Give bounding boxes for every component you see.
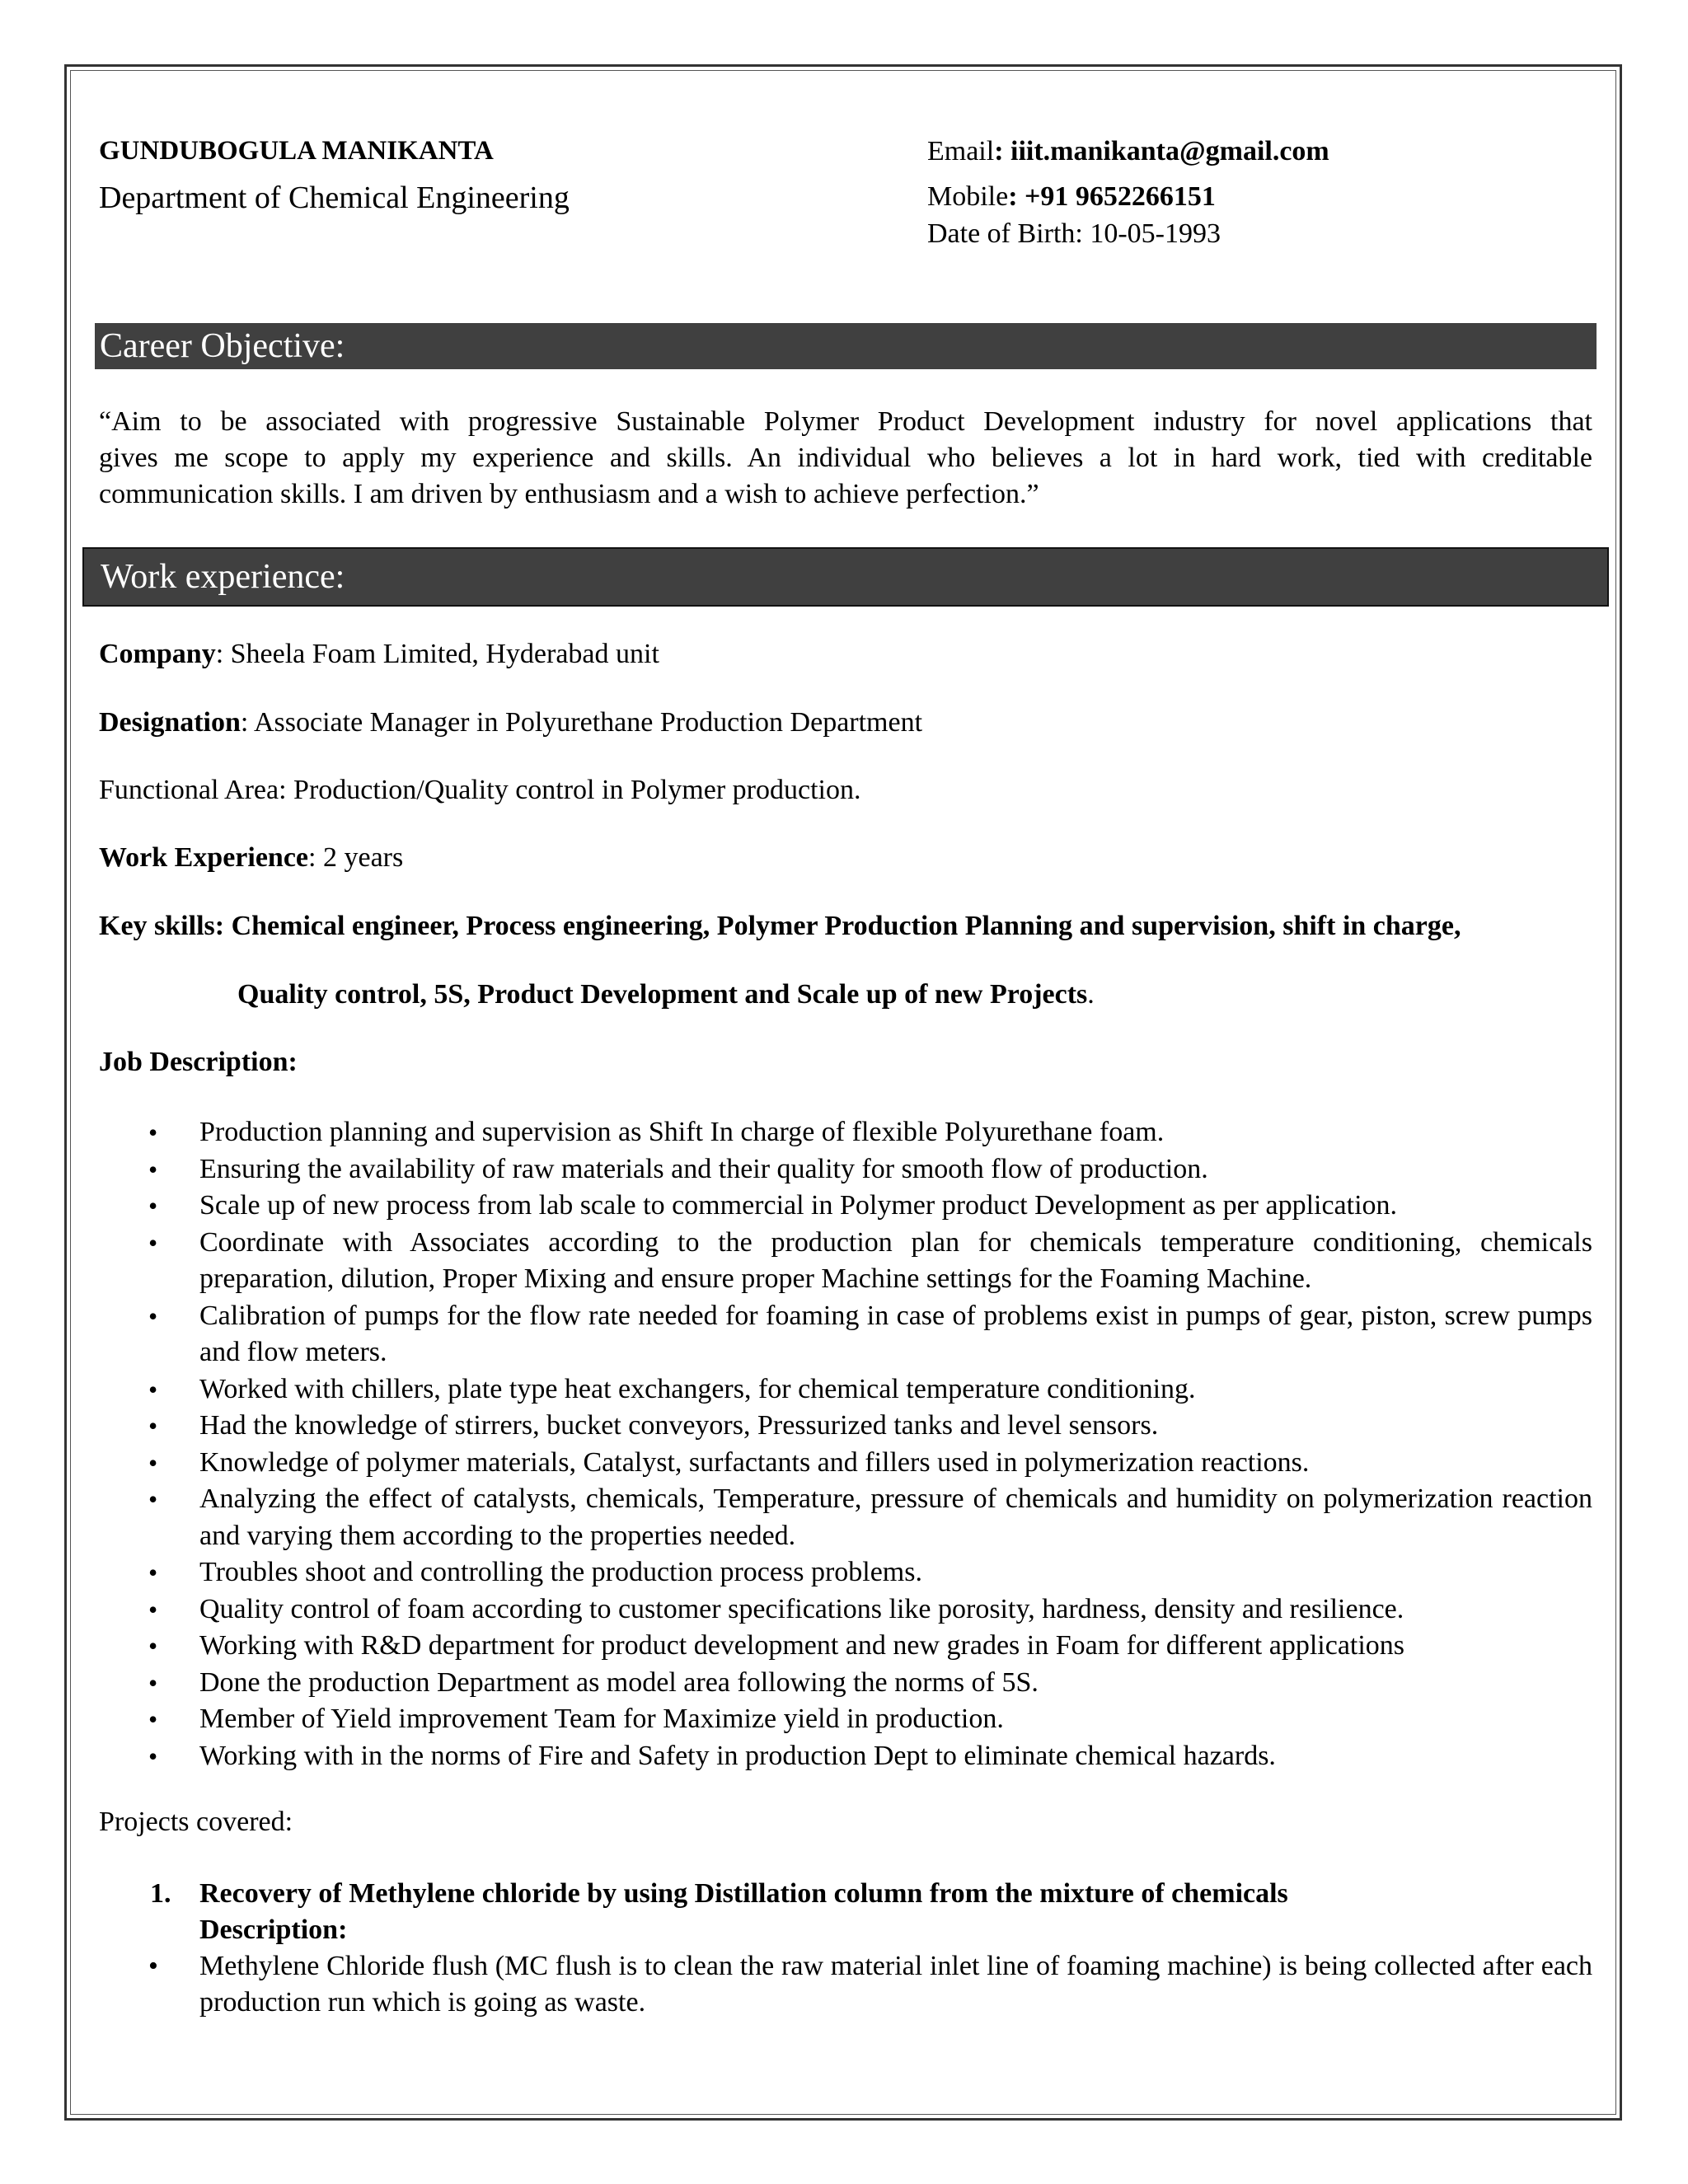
company-label: Company bbox=[99, 639, 216, 669]
contact-mobile bbox=[927, 181, 1216, 213]
list-item: • Knowledge of polymer materials, Catalyst, surfactants and fillers used in polymerization reactions. bbox=[99, 1445, 1592, 1482]
key-skills-period: . bbox=[1087, 979, 1095, 1010]
list-item: • Troubles shoot and controlling the production process problems. bbox=[99, 1554, 1592, 1591]
objective-line: gives me scope to apply my experience and skills. An individual who believes a lot in hard work, tied with creditable bbox=[99, 443, 1592, 473]
career-objective-text bbox=[99, 404, 1592, 513]
list-item: • Worked with chillers, plate type heat exchangers, for chemical temperature conditioning. bbox=[99, 1371, 1592, 1408]
objective-line: communication skills. I am driven by enthusiasm and a wish to achieve perfection.” bbox=[99, 479, 1039, 509]
company-value: : Sheela Foam Limited, Hyderabad unit bbox=[215, 639, 659, 669]
project-description-list bbox=[99, 1948, 1592, 2021]
candidate-department: Department of Chemical Engineering bbox=[99, 180, 570, 215]
list-item: • Had the knowledge of stirrers, bucket conveyors, Pressurized tanks and level sensors. bbox=[99, 1408, 1592, 1445]
date-of-birth: Date of Birth: 10-05-1993 bbox=[927, 218, 1221, 249]
objective-line: “Aim to be associated with progressive Sustainable Polymer Product Development industry for novel applications that bbox=[99, 406, 1592, 437]
work-experience-heading: Work experience: bbox=[82, 547, 1609, 607]
designation-label: Designation bbox=[99, 707, 241, 738]
email-label: Email bbox=[927, 136, 995, 166]
project-description-label: Description: bbox=[199, 1915, 348, 1945]
list-item: • Working with in the norms of Fire and Safety in production Dept to eliminate chemical hazards. bbox=[99, 1738, 1592, 1775]
list-item: • Ensuring the availability of raw materials and their quality for smooth flow of production. bbox=[99, 1151, 1592, 1188]
designation-row bbox=[99, 707, 922, 738]
key-skills-line-1: Key skills: Chemical engineer, Process engineering, Polymer Production Planning and supervision, shift in charge, bbox=[99, 911, 1461, 941]
project-block bbox=[99, 1876, 1592, 2021]
company-row bbox=[99, 639, 659, 670]
list-item: • Coordinate with Associates according to the production plan for chemicals temperature conditioning, chemicals preparation, dilution, Proper Mixing and ensure proper Machine settings for the Foaming Machine. bbox=[99, 1225, 1592, 1298]
functional-area: Functional Area: Production/Quality control in Polymer production. bbox=[99, 775, 861, 805]
mobile-label: Mobile bbox=[927, 181, 1009, 212]
project-title: Recovery of Methylene chloride by using Distillation column from the mixture of chemicals bbox=[199, 1878, 1288, 1909]
list-item: • Done the production Department as model area following the norms of 5S. bbox=[99, 1665, 1592, 1702]
job-description-list bbox=[99, 1114, 1592, 1774]
list-item: • Methylene Chloride flush (MC flush is to clean the raw material inlet line of foaming machine) is being collected after each production run which is going as waste. bbox=[99, 1948, 1592, 2021]
list-item: • Production planning and supervision as Shift In charge of flexible Polyurethane foam. bbox=[99, 1114, 1592, 1151]
list-item: • Calibration of pumps for the flow rate needed for foaming in case of problems exist in pumps of gear, piston, screw pumps and flow meters. bbox=[99, 1298, 1592, 1371]
list-item: • Scale up of new process from lab scale to commercial in Polymer product Development as per application. bbox=[99, 1188, 1592, 1225]
designation-value: : Associate Manager in Polyurethane Production Department bbox=[240, 707, 923, 738]
list-item: • Member of Yield improvement Team for Maximize yield in production. bbox=[99, 1701, 1592, 1738]
experience-label: Work Experience bbox=[99, 842, 309, 873]
key-skills-text: Quality control, 5S, Product Development and Scale up of new Projects bbox=[237, 979, 1088, 1010]
page-border-inner bbox=[70, 70, 1616, 2115]
experience-row bbox=[99, 842, 403, 874]
key-skills-line-2 bbox=[237, 979, 1095, 1010]
experience-value: : 2 years bbox=[308, 842, 404, 873]
list-item: • Working with R&D department for product development and new grades in Foam for different applications bbox=[99, 1628, 1592, 1665]
list-item: • Quality control of foam according to customer specifications like porosity, hardness, density and resilience. bbox=[99, 1591, 1592, 1629]
email-value: : iiit.manikanta@gmail.com bbox=[994, 136, 1329, 166]
candidate-name: GUNDUBOGULA MANIKANTA bbox=[99, 136, 494, 166]
list-item: • Analyzing the effect of catalysts, chemicals, Temperature, pressure of chemicals and humidity on polymerization reaction and varying them according to the properties needed. bbox=[99, 1481, 1592, 1554]
contact-email bbox=[927, 136, 1329, 167]
project-number: 1. bbox=[150, 1878, 171, 1909]
job-description-label: Job Description: bbox=[99, 1047, 298, 1077]
projects-covered-label: Projects covered: bbox=[99, 1807, 293, 1837]
career-objective-heading: Career Objective: bbox=[95, 323, 1597, 369]
mobile-value: : +91 9652266151 bbox=[1008, 181, 1216, 212]
